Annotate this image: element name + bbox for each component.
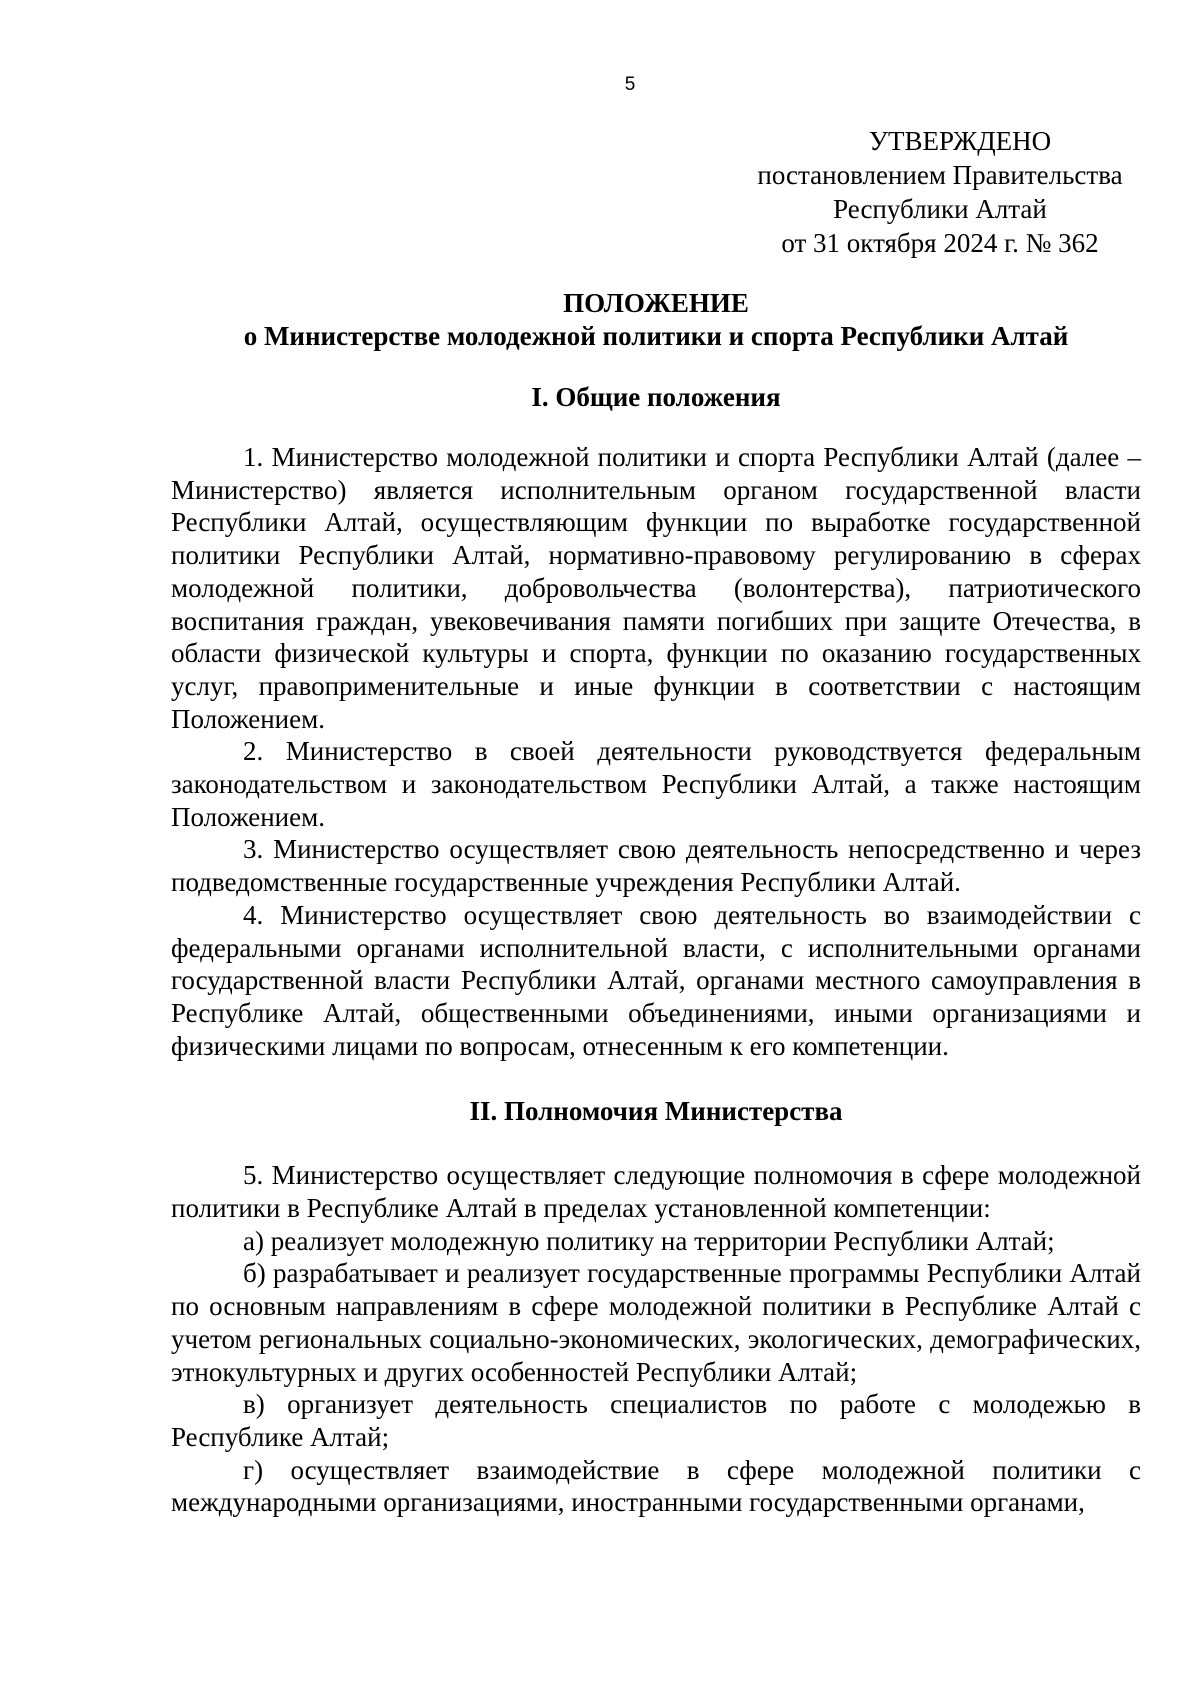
paragraph-5g: г) осуществляет взаимодействие в сфере молодежной политики с международными организациями, иностранными государственными органами, [171, 1454, 1141, 1518]
paragraph-3: 3. Министерство осуществляет свою деятельность непосредственно и через подведомственные государственные учреждения Республики Алтай. [171, 834, 1141, 898]
approval-line-republic: Республики Алтай [833, 194, 1047, 224]
paragraph-4: 4. Министерство осуществляет свою деятельность во взаимодействии с федеральными органами исполнительной власти, с исполнительными органами государственной власти Республики Алтай, органами местного самоуправления в Республике Алтай, общественными объединениями, иными организациями и физическими лицами по вопросам, отнесенным к его компетенции. [171, 899, 1141, 1061]
approval-heading: УТВЕРЖДЕНО [868, 126, 1052, 156]
paragraph-5a: а) реализует молодежную политику на территории Республики Алтай; [243, 1225, 1055, 1256]
paragraph-1: 1. Министерство молодежной политики и спорта Республики Алтай (далее – Министерство) является исполнительным органом государственной власти Республики Алтай, осуществляющим функции по выработке государственной политики Республики Алтай, нормативно-правовому регулированию в сферах молодежной политики, добровольчества (волонтерства), патриотического воспитания граждан, увековечивания памяти погибших при защите Отечества, в области физической культуры и спорта, функции по оказанию государственных услуг, правоприменительные и иные функции в соответствии с настоящим Положением. [171, 442, 1141, 734]
approval-line-resolution: постановлением Правительства [757, 160, 1123, 190]
page-number: 5 [624, 74, 636, 95]
document-title: ПОЛОЖЕНИЕ [563, 288, 749, 318]
document-body [171, 287, 1141, 1519]
section-heading-powers: II. Полномочия Министерства [469, 1096, 843, 1127]
document-subtitle: о Министерстве молодежной политики и спорта Республики Алтай [243, 321, 1069, 351]
approval-line-date: от 31 октября 2024 г. № 362 [781, 228, 1099, 258]
section-heading-general: I. Общие положения [531, 382, 781, 412]
approval-stamp-block [740, 124, 1140, 260]
paragraph-5b: б) разрабатывает и реализует государственные программы Республики Алтай по основным направлениям в сфере молодежной политики в Республике Алтай с учетом региональных социально-экономических, экологических, демографических, этнокультурных и других особенностей Республики Алтай; [171, 1258, 1141, 1387]
paragraph-5: 5. Министерство осуществляет следующие полномочия в сфере молодежной политики в Республике Алтай в пределах установленной компетенции: [171, 1160, 1141, 1224]
paragraph-5v: в) организует деятельность специалистов по работе с молодежью в Республике Алтай; [171, 1389, 1141, 1452]
section-general [171, 381, 1141, 1062]
section-powers [171, 1095, 1141, 1519]
paragraph-2: 2. Министерство в своей деятельности руководствуется федеральным законодательством и законодательством Республики Алтай, а также настоящим Положением. [171, 736, 1141, 832]
